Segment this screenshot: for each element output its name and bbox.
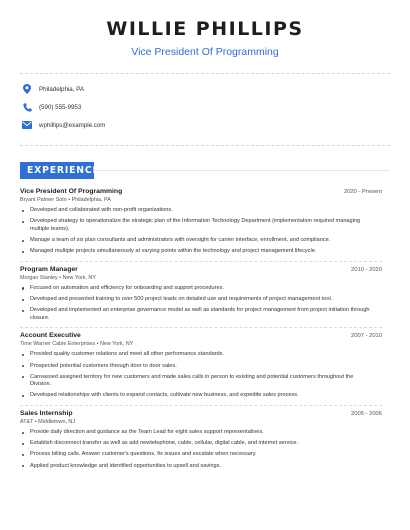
- job-company: Morgan Stanley: [20, 274, 58, 281]
- experience-list: [20, 188, 382, 475]
- job-company: AT&T: [20, 419, 34, 426]
- job-company-line: Morgan Stanley • New York, NY: [20, 274, 96, 281]
- job-bullet: Developed and collaborated with non-profit organizations.: [20, 207, 382, 215]
- phone-text: (590) 555-9953: [39, 103, 82, 111]
- job-bullet: Provided quality customer relations and meet all other performance standards.: [20, 351, 382, 359]
- job-bullet: Provide daily direction and guidance as the Team Lead for eight sales support representatives.: [20, 429, 382, 437]
- job-bullet: Process billing calls. Answer customer's questions, fix issues and escalate when necessary.: [20, 451, 382, 459]
- job-bullet: Developed and presented training to over 500 project leads on detailed use and requirements of project management tool.: [20, 296, 382, 304]
- job-location: Middletown, NJ: [38, 419, 76, 426]
- contact-divider: [20, 145, 390, 146]
- job-bullet: Manage a team of six plan consultants and administrators with oversight for carrier interface, enrollment, and compliance.: [20, 237, 382, 245]
- header-divider: [20, 73, 390, 74]
- job-bullet: Developed and implemented an enterprise governance model as well as standards for project management from project initiation through closure.: [20, 307, 382, 322]
- job-bullet: Managed multiple projects simultaneously at varying points within the technology and project management lifecycle.: [20, 248, 382, 256]
- job-location: Philadelphia, PA: [71, 197, 111, 203]
- job-location: New York, NY: [62, 274, 96, 281]
- contact-email: [22, 116, 105, 134]
- job-entry: [20, 332, 382, 400]
- job-title: Program Manager: [20, 265, 78, 273]
- location-text: Philadelphia, PA: [39, 85, 84, 93]
- job-company-line: AT&T • Middletown, NJ: [20, 419, 76, 426]
- location-pin-icon: [22, 84, 32, 94]
- job-company-line: Time Warner Cable Enterprises • New York, NY: [20, 341, 134, 348]
- email-text: wphillips@example.com: [39, 121, 106, 129]
- job-bullet: Applied product knowledge and identified opportunities to upsell and savings.: [20, 463, 382, 471]
- job-dates: 2007 - 2010: [351, 333, 382, 340]
- job-bullet: Prospected potential customers through door to door sales.: [20, 363, 382, 371]
- candidate-title: Vice President Of Programming: [131, 46, 279, 58]
- resume-header: [0, 0, 410, 59]
- job-bullet: Establish disconnect transfer as well as add newtelephone, cable, cellular, digital cable, and internet service.: [20, 440, 382, 448]
- job-bullet: Developed relationships with clients to expand contacts, cultivate new business, and expedite sales process.: [20, 392, 382, 400]
- job-dates: 2005 - 2006: [351, 411, 382, 418]
- job-company: Time Warner Cable Enterprises: [20, 341, 96, 348]
- contact-phone: [22, 98, 81, 116]
- job-title: Account Executive: [20, 332, 81, 340]
- job-company: Bryant Palmer Soto: [20, 197, 67, 203]
- job-title: Vice President Of Programming: [20, 188, 123, 195]
- job-divider: [20, 261, 382, 262]
- envelope-icon: [22, 120, 32, 130]
- job-title: Sales Internship: [20, 410, 73, 418]
- job-location: New York, NY: [99, 341, 134, 348]
- phone-icon: [22, 102, 32, 112]
- job-dates: 2010 - 2020: [351, 266, 382, 273]
- job-bullet: Canvassed assigned territory for new customers and made sales calls in person to existing and potential customers throughout the Division.: [20, 374, 382, 389]
- contact-location: [22, 80, 84, 98]
- experience-section-heading: EXPERIENCE: [20, 162, 94, 179]
- section-rule: [94, 170, 390, 171]
- job-bullet: Focused on automation and efficiency for onboarding and support procedures.: [20, 285, 382, 293]
- job-divider: [20, 327, 382, 328]
- job-company-line: Bryant Palmer Soto • Philadelphia, PA: [20, 197, 111, 203]
- job-entry: [20, 188, 382, 256]
- job-dates: 2020 - Present: [343, 189, 382, 195]
- job-bullet: Developed strategy to operationalize the strategic plan of the Information Technology Department (implementation required managing multiple teams).: [20, 218, 382, 233]
- job-divider: [20, 405, 382, 406]
- job-entry: [20, 266, 382, 323]
- job-entry: [20, 410, 382, 470]
- candidate-name: WILLIE PHILLIPS: [106, 18, 304, 40]
